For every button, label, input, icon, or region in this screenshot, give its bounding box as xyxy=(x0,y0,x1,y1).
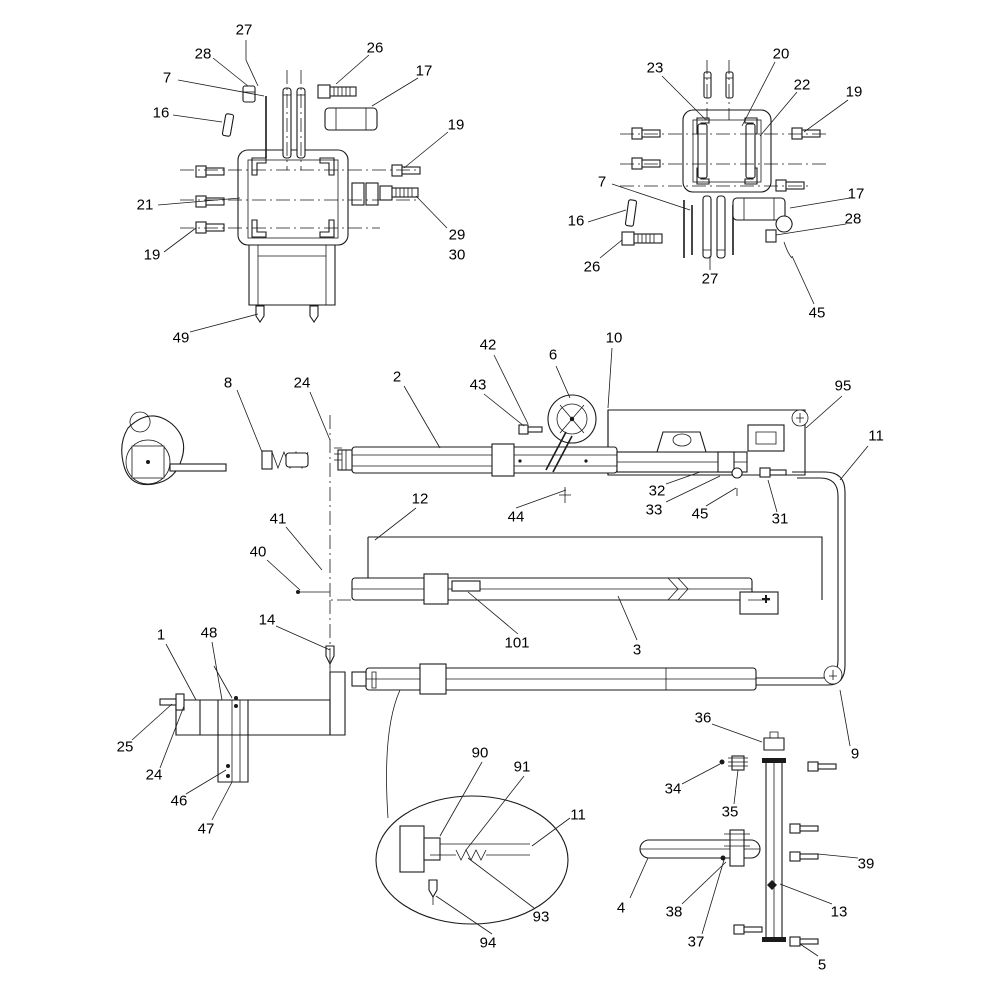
callout-32: 32 xyxy=(648,482,666,500)
callout-19-a: 19 xyxy=(447,116,465,134)
bolts-mast-right xyxy=(790,762,836,861)
callout-11-b: 11 xyxy=(570,806,586,824)
callout-47: 47 xyxy=(197,820,215,838)
callout-19-c: 19 xyxy=(845,83,863,101)
callout-27-b: 27 xyxy=(701,270,719,288)
callout-17-b: 17 xyxy=(847,185,865,203)
callout-22: 22 xyxy=(793,76,811,94)
callout-29: 29 xyxy=(448,226,466,244)
tube-17-right xyxy=(733,198,785,220)
callout-21: 21 xyxy=(136,196,154,214)
callout-31: 31 xyxy=(771,510,789,528)
bolts-mast-bottom xyxy=(734,925,762,934)
callout-24-b: 24 xyxy=(145,766,163,784)
callout-17: 17 xyxy=(415,62,433,80)
detail-bubble xyxy=(376,690,568,924)
callout-1: 1 xyxy=(156,626,166,644)
callout-37: 37 xyxy=(687,933,705,951)
callout-7-b: 7 xyxy=(597,173,607,191)
callout-16: 16 xyxy=(152,104,170,122)
callout-101: 101 xyxy=(504,634,530,652)
callout-38: 38 xyxy=(665,903,683,921)
callout-28: 28 xyxy=(194,45,212,63)
tube-17 xyxy=(325,108,377,130)
callout-35: 35 xyxy=(721,803,739,821)
screw-43 xyxy=(519,425,542,434)
callout-27: 27 xyxy=(235,21,253,39)
bolts-right-assembly-right xyxy=(776,128,820,191)
callout-48: 48 xyxy=(200,624,218,642)
callout-41: 41 xyxy=(269,510,287,528)
callout-44: 44 xyxy=(507,508,525,526)
callout-16-b: 16 xyxy=(567,212,585,230)
callout-42: 42 xyxy=(479,336,497,354)
callout-46: 46 xyxy=(170,792,188,810)
callout-94: 94 xyxy=(479,934,497,952)
callout-91: 91 xyxy=(513,758,531,776)
callout-26-b: 26 xyxy=(583,258,601,276)
callout-9: 9 xyxy=(850,745,860,763)
callout-40: 40 xyxy=(249,543,267,561)
callout-26: 26 xyxy=(366,39,384,57)
callout-34: 34 xyxy=(664,780,682,798)
callout-25: 25 xyxy=(116,738,134,756)
assembly-main-boom xyxy=(122,395,845,685)
callout-19-b: 19 xyxy=(143,246,161,264)
bolt-26-right xyxy=(622,232,662,245)
callout-39: 39 xyxy=(857,855,875,873)
callout-36: 36 xyxy=(694,709,712,727)
callout-24-a: 24 xyxy=(293,374,311,392)
callout-30: 30 xyxy=(448,246,466,264)
callout-23: 23 xyxy=(646,59,664,77)
callout-33: 33 xyxy=(645,501,663,519)
callout-3: 3 xyxy=(632,641,642,659)
spring-93 xyxy=(456,850,530,860)
callout-2: 2 xyxy=(392,368,402,386)
callout-20: 20 xyxy=(772,45,790,63)
assembly-lower-left-bracket xyxy=(160,600,756,782)
callout-5: 5 xyxy=(817,956,827,974)
callout-13: 13 xyxy=(830,903,848,921)
screws-49 xyxy=(256,306,318,322)
callout-8: 8 xyxy=(223,374,233,392)
callout-43: 43 xyxy=(469,376,487,394)
callout-10: 10 xyxy=(605,329,623,347)
callout-6: 6 xyxy=(548,346,558,364)
callout-90: 90 xyxy=(471,744,489,762)
callout-93: 93 xyxy=(532,908,550,926)
bolt-26 xyxy=(318,85,356,98)
callout-45-b: 45 xyxy=(691,505,709,523)
callout-12: 12 xyxy=(411,490,429,508)
callout-11-a: 11 xyxy=(868,427,884,445)
spring-8 xyxy=(262,451,308,469)
callout-49: 49 xyxy=(172,329,190,347)
leaders-detail-bubble xyxy=(436,762,570,934)
callout-4: 4 xyxy=(616,899,626,917)
callout-28-b: 28 xyxy=(844,210,862,228)
bolt-29 xyxy=(380,186,418,200)
assembly-left-bracket xyxy=(180,70,420,322)
callout-95: 95 xyxy=(834,377,852,395)
callout-14: 14 xyxy=(258,611,276,629)
callout-7: 7 xyxy=(162,69,172,87)
pulley-block xyxy=(122,412,226,485)
callout-45-a: 45 xyxy=(808,304,826,322)
